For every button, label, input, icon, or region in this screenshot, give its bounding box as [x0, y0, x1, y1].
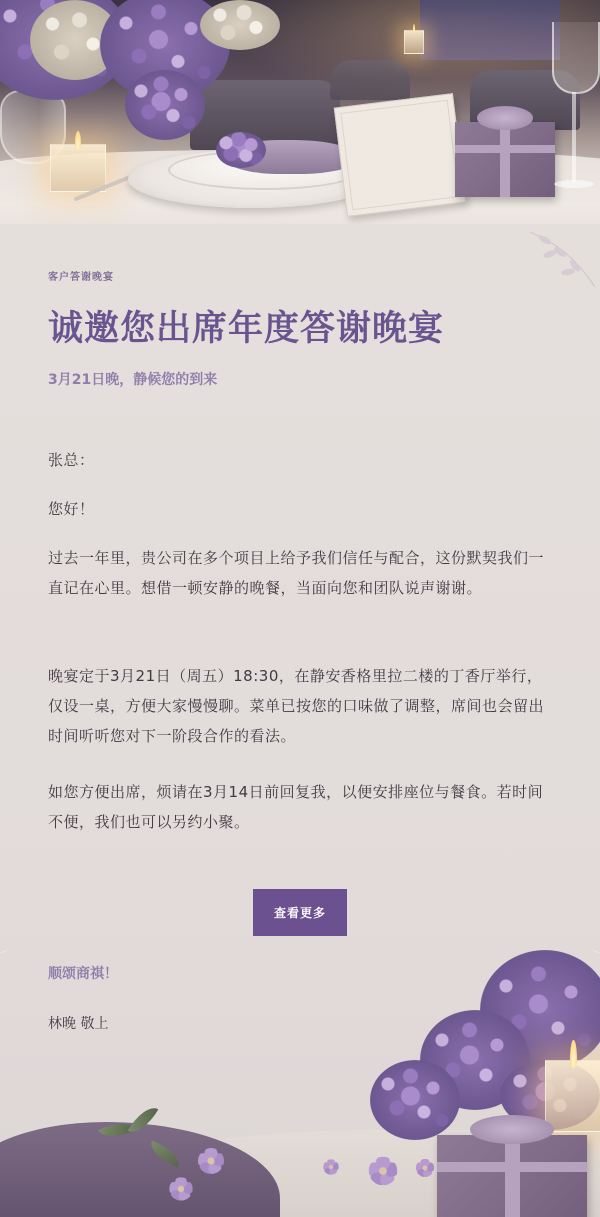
- candle-image: [50, 144, 106, 192]
- gift-box-image: [437, 1135, 587, 1217]
- invitation-title: 诚邀您出席年度答谢晚宴: [48, 309, 445, 349]
- leaf-flourish-icon: [520, 222, 600, 292]
- gift-box-image: [455, 122, 555, 197]
- footer-photo: [0, 950, 600, 1217]
- salutation: 张总：: [48, 451, 95, 469]
- place-card-image: [334, 93, 467, 217]
- sender-signature: 林晚 敬上: [48, 1016, 109, 1032]
- event-category-label: 客户答谢晚宴: [48, 272, 114, 283]
- header-photo: [0, 0, 600, 224]
- wine-glass-image: [552, 22, 600, 94]
- small-flower-image: [198, 1148, 224, 1174]
- letter-paragraph-1: 过去一年里，贵公司在多个项目上给予我们信任与配合，这份默契我们一直记在心里。想借一顿安静的晚餐，当面向您和团队说声谢谢。: [48, 549, 545, 597]
- letter-paragraph-3: 如您方便出席，烦请在3月14日前回复我，以便安排座位与餐食。若时间不便，我们也可以另约小聚。: [48, 783, 544, 831]
- closing-blessing: 顺颂商祺！: [48, 966, 118, 982]
- view-more-button[interactable]: 查看更多: [253, 889, 347, 936]
- letter-paragraph-2: 晚宴定于3月21日（周五）18:30，在静安香格里拉二楼的丁香厅举行，仅设一桌，方便大家慢慢聊。菜单已按您的口味做了调整，席间也会留出时间听听您对下一阶段合作的看法。: [48, 667, 545, 745]
- candle-image: [545, 1060, 600, 1132]
- invitation-subtitle: 3月21日晚，静候您的到来: [48, 372, 218, 388]
- greeting: 您好！: [48, 500, 95, 518]
